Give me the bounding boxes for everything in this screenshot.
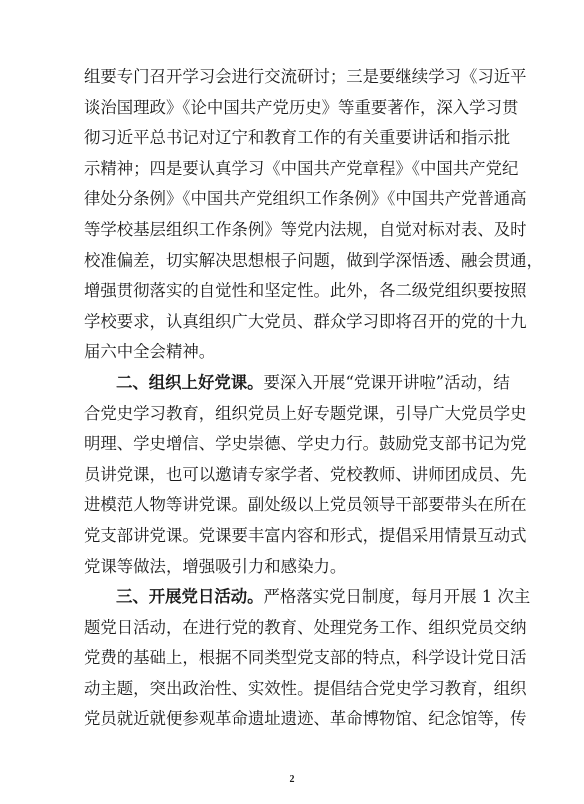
paragraph-1-line: 示精神；四是要认真学习《中国共产党章程》《中国共产党纪 (84, 158, 519, 178)
paragraph-1-line: 学校要求，认真组织广大党员、群众学习即将召开的党的十九 (84, 311, 527, 331)
paragraph-3-line: 党费的基础上，根据不同类型党支部的特点，科学设计党日活 (84, 648, 527, 668)
paragraph-3-first-line (84, 582, 531, 613)
paragraph-1-line: 增强贯彻落实的自觉性和坚定性。此外，各二级党组织要按照 (84, 281, 527, 301)
paragraph-2-line: 党课等做法，增强吸引力和感染力。 (84, 556, 347, 576)
paragraph-3-line: 题党日活动，在进行党的教育、处理党务工作、组织党员交纳 (84, 617, 527, 637)
paragraph-2-line: 进模范人物等讲党课。副处级以上党员领导干部要带头在所在 (84, 495, 527, 515)
section-heading-2: 二、组织上好党课。 (116, 372, 264, 392)
document-body (84, 62, 543, 735)
section-heading-3: 三、开展党日活动。 (116, 587, 264, 607)
paragraph-2-line: 合党史学习教育，组织党员上好专题党课，引导广大党员学史 (84, 403, 527, 423)
paragraph-3-line: 党员就近就便参观革命遗址遗迹、革命博物馆、纪念馆等，传 (84, 709, 527, 729)
paragraph-2-line: 员讲党课，也可以邀请专家学者、党校教师、讲师团成员、先 (84, 464, 527, 484)
paragraph-1-line: 谈治国理政》《论中国共产党历史》等重要著作，深入学习贯 (84, 97, 519, 117)
page-number: 2 (289, 774, 295, 785)
paragraph-3-first-line-text: 严格落实党日制度，每月开展 1 次主 (263, 587, 531, 607)
paragraph-2-line: 党支部讲党课。党课要丰富内容和形式，提倡采用情景互动式 (84, 525, 527, 545)
paragraph-1-line: 届六中全会精神。 (84, 342, 216, 362)
paragraph-3-line: 动主题，突出政治性、实效性。提倡结合党史学习教育，组织 (84, 678, 527, 698)
paragraph-1-line: 律处分条例》《中国共产党组织工作条例》《中国共产党普通高 (84, 189, 527, 209)
paragraph-2-first-line-text: 要深入开展“党课开讲啦”活动，结 (263, 372, 510, 392)
paragraph-2-line: 明理、学史增信、学史崇德、学史力行。鼓励党支部书记为党 (84, 434, 527, 454)
paragraph-1-line: 组要专门召开学习会进行交流研讨；三是要继续学习《习近平 (84, 67, 527, 86)
paragraph-2-first-line (84, 368, 510, 399)
paragraph-1-line: 彻习近平总书记对辽宁和教育工作的有关重要讲话和指示批 (84, 128, 511, 148)
paragraph-1-line: 等学校基层组织工作条例》等党内法规，自觉对标对表、及时 (84, 219, 527, 239)
paragraph-1-line: 校准偏差，切实解决思想根子问题，做到学深悟透、融会贯通， (84, 250, 543, 270)
